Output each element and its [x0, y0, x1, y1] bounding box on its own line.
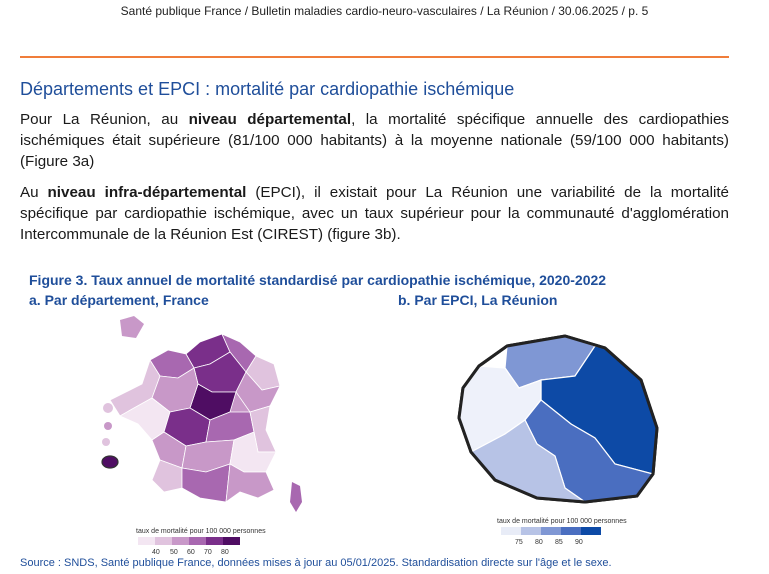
paragraph1-bold: niveau départemental — [188, 111, 352, 128]
figure-title: Figure 3. Taux annuel de mortalité standardisé par cardiopathie ischémique, 2020-2022 — [29, 272, 607, 288]
overseas-territory-4 — [102, 438, 110, 446]
paragraph2-text-start: Au — [20, 184, 48, 201]
legend-b-title: taux de mortalité pour 100 000 personnes — [497, 518, 627, 525]
legend-b-tick-75: 75 — [515, 539, 523, 544]
figure-panel-a-title: a. Par département, France — [29, 292, 209, 308]
paragraph2-bold: niveau infra-départemental — [47, 184, 247, 201]
legend-a-tick-80: 80 — [221, 549, 229, 556]
legend-b-tick-90: 90 — [575, 539, 583, 544]
figure-panel-b-title: b. Par EPCI, La Réunion — [398, 292, 558, 308]
paragraph1-text-end: , la mortalité spécifique annuelle des cardiopathies ischémiques était supérieure (81/100 000 habitants) à la moyenne nationale (59/100 000 habitants) (Figure 3a) — [20, 111, 729, 170]
france-department-map — [90, 312, 320, 558]
paragraph-epci — [20, 182, 729, 245]
reunion-highlight — [102, 456, 118, 468]
overseas-territory-3 — [104, 422, 112, 430]
legend-a-tick-60: 60 — [187, 549, 195, 556]
legend-a-tick-40: 40 — [152, 549, 160, 556]
overseas-territory-1 — [120, 316, 144, 338]
paragraph1-text-start: Pour La Réunion, au — [20, 111, 189, 128]
source-note: Source : SNDS, Santé publique France, données mises à jour au 05/01/2025. Standardisation directe sur l'âge et le sexe. — [20, 557, 612, 569]
reunion-epci-map — [445, 328, 665, 544]
legend-a-title: taux de mortalité pour 100 000 personnes — [136, 528, 266, 535]
overseas-territory-2 — [103, 403, 113, 413]
header-divider — [20, 56, 729, 58]
legend-a-tick-70: 70 — [204, 549, 212, 556]
paragraph-departement — [20, 109, 729, 172]
running-header: Santé publique France / Bulletin maladies cardio-neuro-vasculaires / La Réunion / 30.06.2025 / p. 5 — [120, 4, 649, 18]
legend-b-tick-80: 80 — [535, 539, 543, 544]
france-mainland — [110, 334, 280, 502]
legend-a-tick-50: 50 — [170, 549, 178, 556]
corsica — [290, 482, 302, 512]
legend-a — [136, 528, 266, 556]
legend-b — [497, 518, 627, 544]
paragraph2-text-end: (EPCI), il existait pour La Réunion une variabilité de la mortalité spécifique par cardiopathie ischémique, avec un taux supérieur pour la communauté d'agglomération Intercommunale de la Réunion Est (CIREST) (figure 3b). — [20, 184, 729, 243]
section-title: Départements et EPCI : mortalité par cardiopathie ischémique — [20, 79, 515, 99]
legend-b-tick-85: 85 — [555, 539, 563, 544]
